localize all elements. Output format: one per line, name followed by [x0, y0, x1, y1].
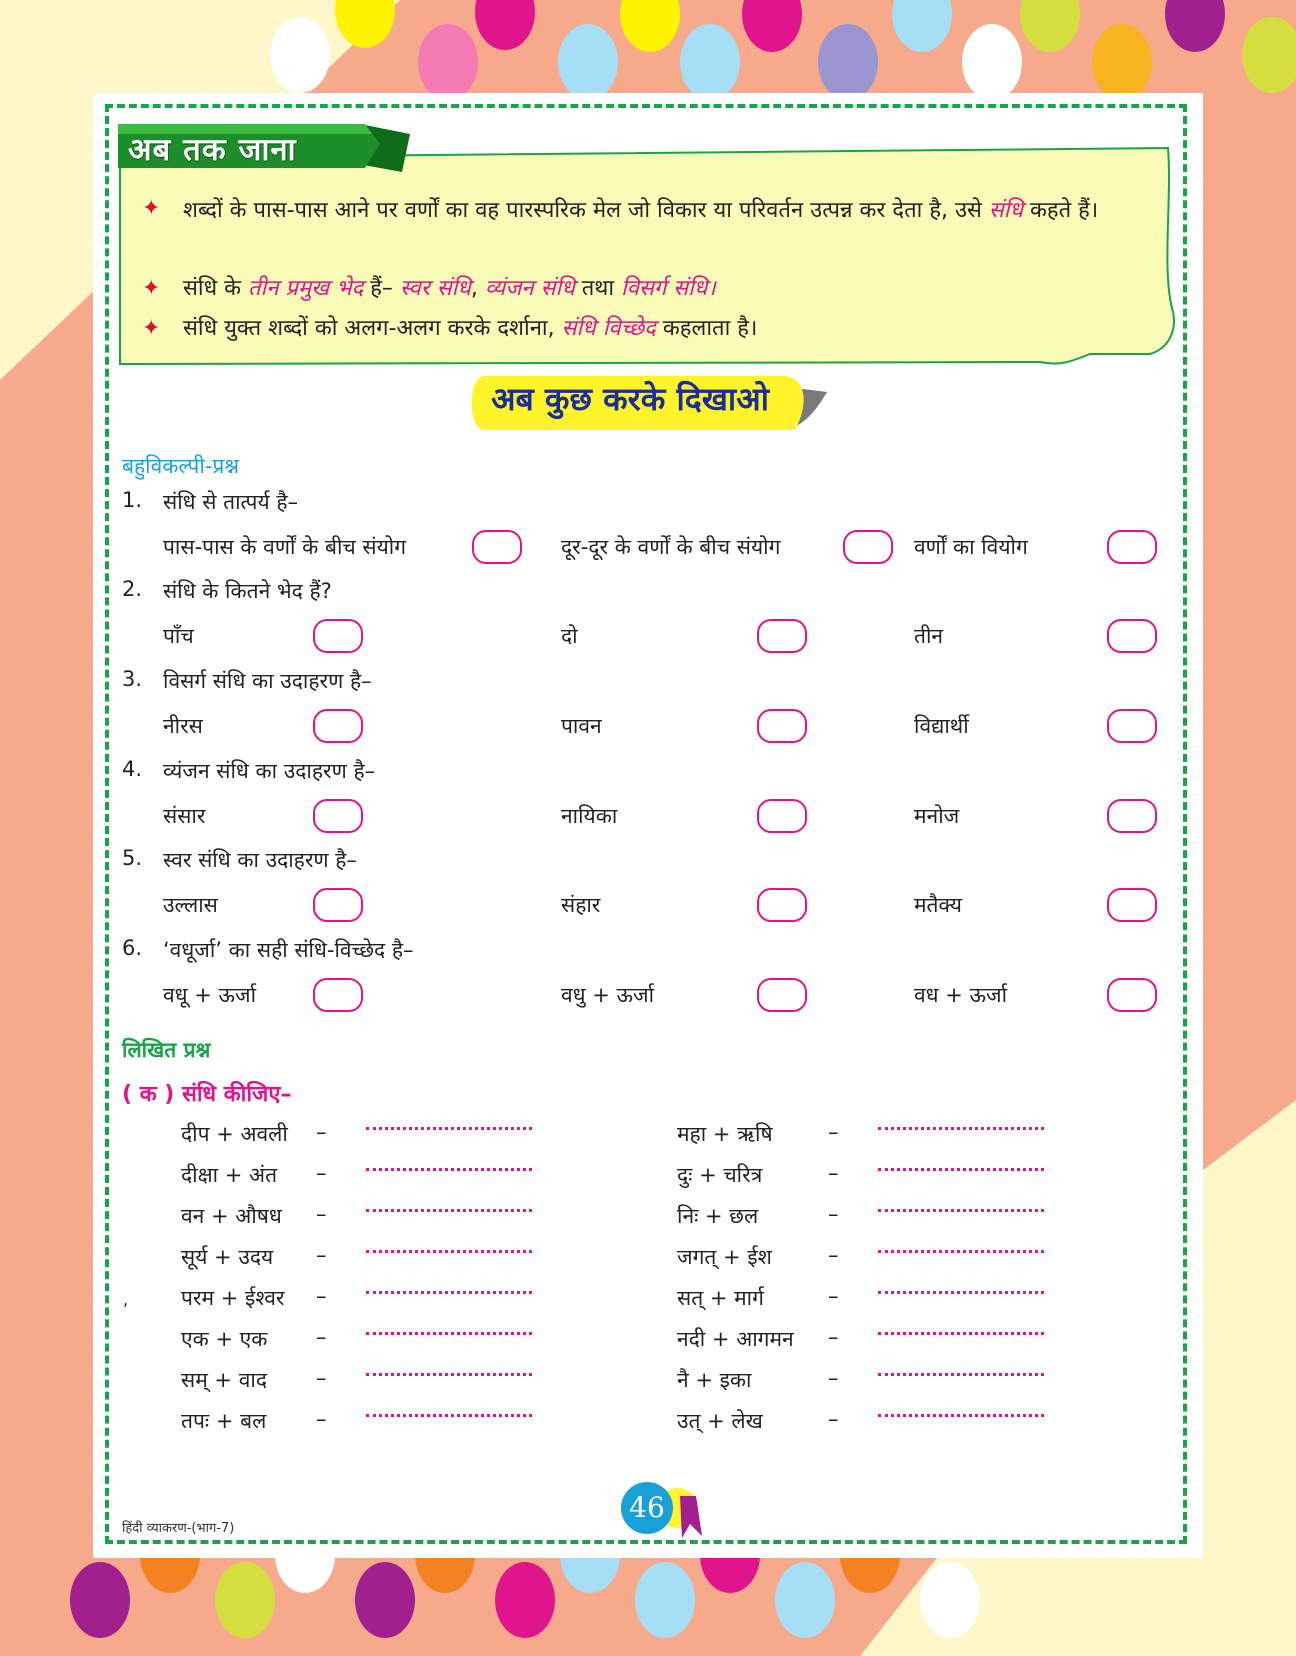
option-label: दो — [561, 624, 578, 648]
answer-blank[interactable] — [878, 1209, 1044, 1212]
dash: – — [316, 1407, 327, 1431]
answer-checkbox[interactable] — [313, 888, 363, 922]
sandhi-pair: दुः + चरित्र — [677, 1163, 763, 1187]
option-label: पास-पास के वर्णों के बीच संयोग — [163, 535, 407, 559]
sandhi-instruction: ( क ) संधि कीजिए– — [122, 1082, 292, 1107]
answer-checkbox[interactable] — [1107, 619, 1157, 653]
dash: – — [828, 1284, 839, 1308]
summary-point-1: शब्दों के पास-पास आने पर वर्णों का वह पारस्परिक मेल जो विकार या परिवर्तन उत्पन्न कर देता है, उसे संधि कहते हैं। — [183, 198, 1099, 223]
sandhi-pair: नै + इका — [677, 1368, 752, 1392]
question-number: 3. — [122, 667, 143, 691]
question-text: संधि के कितने भेद हैं? — [163, 579, 332, 603]
dash: – — [828, 1120, 839, 1144]
sandhi-pair: सम् + वाद — [181, 1368, 267, 1392]
answer-checkbox[interactable] — [1107, 888, 1157, 922]
sandhi-pair: तपः + बल — [181, 1409, 267, 1433]
summary-point-3: संधि युक्त शब्दों को अलग-अलग करके दर्शाना, संधि विच्छेद कहलाता है। — [183, 316, 758, 341]
sandhi-pair: निः + छल — [677, 1204, 759, 1228]
answer-blank[interactable] — [366, 1291, 532, 1294]
sandhi-pair: उत् + लेख — [677, 1409, 763, 1433]
dash: – — [316, 1325, 327, 1349]
dash: – — [316, 1161, 327, 1185]
answer-checkbox[interactable] — [313, 709, 363, 743]
answer-checkbox[interactable] — [757, 709, 807, 743]
question-text: विसर्ग संधि का उदाहरण है– — [163, 669, 372, 693]
option-label: पावन — [561, 714, 602, 738]
option-label: उल्लास — [163, 893, 218, 917]
summary-title: अब तक जाना — [128, 132, 297, 168]
option-label: मनोज — [914, 804, 960, 828]
answer-checkbox[interactable] — [757, 978, 807, 1012]
option-label: नीरस — [163, 714, 203, 738]
summary-point-2: संधि के तीन प्रमुख भेद हैं– स्वर संधि, व्यंजन संधि तथा विसर्ग संधि। — [183, 276, 716, 301]
question-text: संधि से तात्पर्य है– — [163, 490, 298, 514]
answer-checkbox[interactable] — [757, 619, 807, 653]
option-label: दूर-दूर के वर्णों के बीच संयोग — [561, 535, 781, 559]
option-label: पाँच — [163, 624, 194, 648]
answer-blank[interactable] — [878, 1168, 1044, 1171]
answer-blank[interactable] — [878, 1250, 1044, 1253]
dash: – — [828, 1325, 839, 1349]
dash: – — [828, 1243, 839, 1267]
answer-checkbox[interactable] — [757, 888, 807, 922]
option-label: वर्णों का वियोग — [914, 535, 1028, 559]
question-number: 2. — [122, 577, 143, 601]
sandhi-pair: नदी + आगमन — [677, 1327, 794, 1351]
answer-checkbox[interactable] — [1107, 799, 1157, 833]
option-label: संसार — [163, 804, 206, 828]
activity-heading: अब कुछ करके दिखाओ — [491, 380, 769, 418]
answer-checkbox[interactable] — [472, 530, 522, 564]
dash: – — [316, 1284, 327, 1308]
question-number: 1. — [122, 488, 143, 512]
answer-blank[interactable] — [878, 1332, 1044, 1335]
answer-blank[interactable] — [878, 1291, 1044, 1294]
page-number: 46 — [629, 1491, 665, 1524]
dash: – — [828, 1161, 839, 1185]
answer-checkbox[interactable] — [313, 799, 363, 833]
sandhi-pair: दीप + अवली — [181, 1122, 288, 1146]
dash: – — [316, 1202, 327, 1226]
book-footer: हिंदी व्याकरण-(भाग-7) — [122, 1521, 235, 1536]
dash: – — [316, 1243, 327, 1267]
sandhi-pair: महा + ऋषि — [677, 1122, 773, 1146]
dash: – — [316, 1120, 327, 1144]
option-label: वधु + ऊर्जा — [561, 983, 655, 1007]
star-bullet-icon: ✦ — [142, 316, 161, 341]
dash: – — [828, 1407, 839, 1431]
question-text: व्यंजन संधि का उदाहरण है– — [163, 759, 376, 783]
answer-checkbox[interactable] — [843, 530, 893, 564]
dash: – — [828, 1366, 839, 1390]
answer-blank[interactable] — [366, 1209, 532, 1212]
option-label: विद्यार्थी — [914, 714, 969, 738]
answer-checkbox[interactable] — [313, 619, 363, 653]
question-number: 5. — [122, 846, 143, 870]
answer-blank[interactable] — [366, 1250, 532, 1253]
sandhi-pair: सूर्य + उदय — [181, 1245, 274, 1269]
dash: – — [316, 1366, 327, 1390]
option-label: मतैक्य — [914, 893, 962, 917]
answer-blank[interactable] — [366, 1373, 532, 1376]
answer-blank[interactable] — [878, 1127, 1044, 1130]
answer-checkbox[interactable] — [1107, 978, 1157, 1012]
sandhi-pair: जगत् + ईश — [677, 1245, 772, 1269]
question-text: ‘वधूर्जा’ का सही संधि-विच्छेद है– — [163, 938, 414, 962]
sandhi-pair: सत् + मार्ग — [677, 1286, 764, 1310]
sandhi-pair: वन + औषध — [181, 1204, 282, 1228]
answer-blank[interactable] — [366, 1332, 532, 1335]
dash: – — [828, 1202, 839, 1226]
option-label: तीन — [914, 624, 944, 648]
answer-checkbox[interactable] — [1107, 530, 1157, 564]
question-number: 6. — [122, 936, 143, 960]
option-label: नायिका — [561, 804, 618, 828]
mcq-heading: बहुविकल्पी-प्रश्न — [122, 454, 240, 478]
option-label: संहार — [561, 893, 601, 917]
star-bullet-icon: ✦ — [142, 196, 161, 221]
answer-blank[interactable] — [366, 1168, 532, 1171]
answer-checkbox[interactable] — [313, 978, 363, 1012]
answer-checkbox[interactable] — [757, 799, 807, 833]
sandhi-pair: परम + ईश्वर — [181, 1286, 285, 1310]
sandhi-pair: एक + एक — [181, 1327, 268, 1351]
option-label: वध + ऊर्जा — [914, 983, 1008, 1007]
option-label: वधू + ऊर्जा — [163, 983, 257, 1007]
answer-blank[interactable] — [878, 1373, 1044, 1376]
question-text: स्वर संधि का उदाहरण है– — [163, 848, 357, 872]
answer-blank[interactable] — [366, 1414, 532, 1417]
question-number: 4. — [122, 757, 143, 781]
written-heading: लिखित प्रश्न — [122, 1038, 211, 1062]
answer-blank[interactable] — [366, 1127, 532, 1130]
answer-checkbox[interactable] — [1107, 709, 1157, 743]
sandhi-pair: दीक्षा + अंत — [181, 1163, 278, 1187]
answer-blank[interactable] — [878, 1414, 1044, 1417]
stray-mark: , — [123, 1290, 129, 1309]
star-bullet-icon: ✦ — [142, 276, 161, 301]
